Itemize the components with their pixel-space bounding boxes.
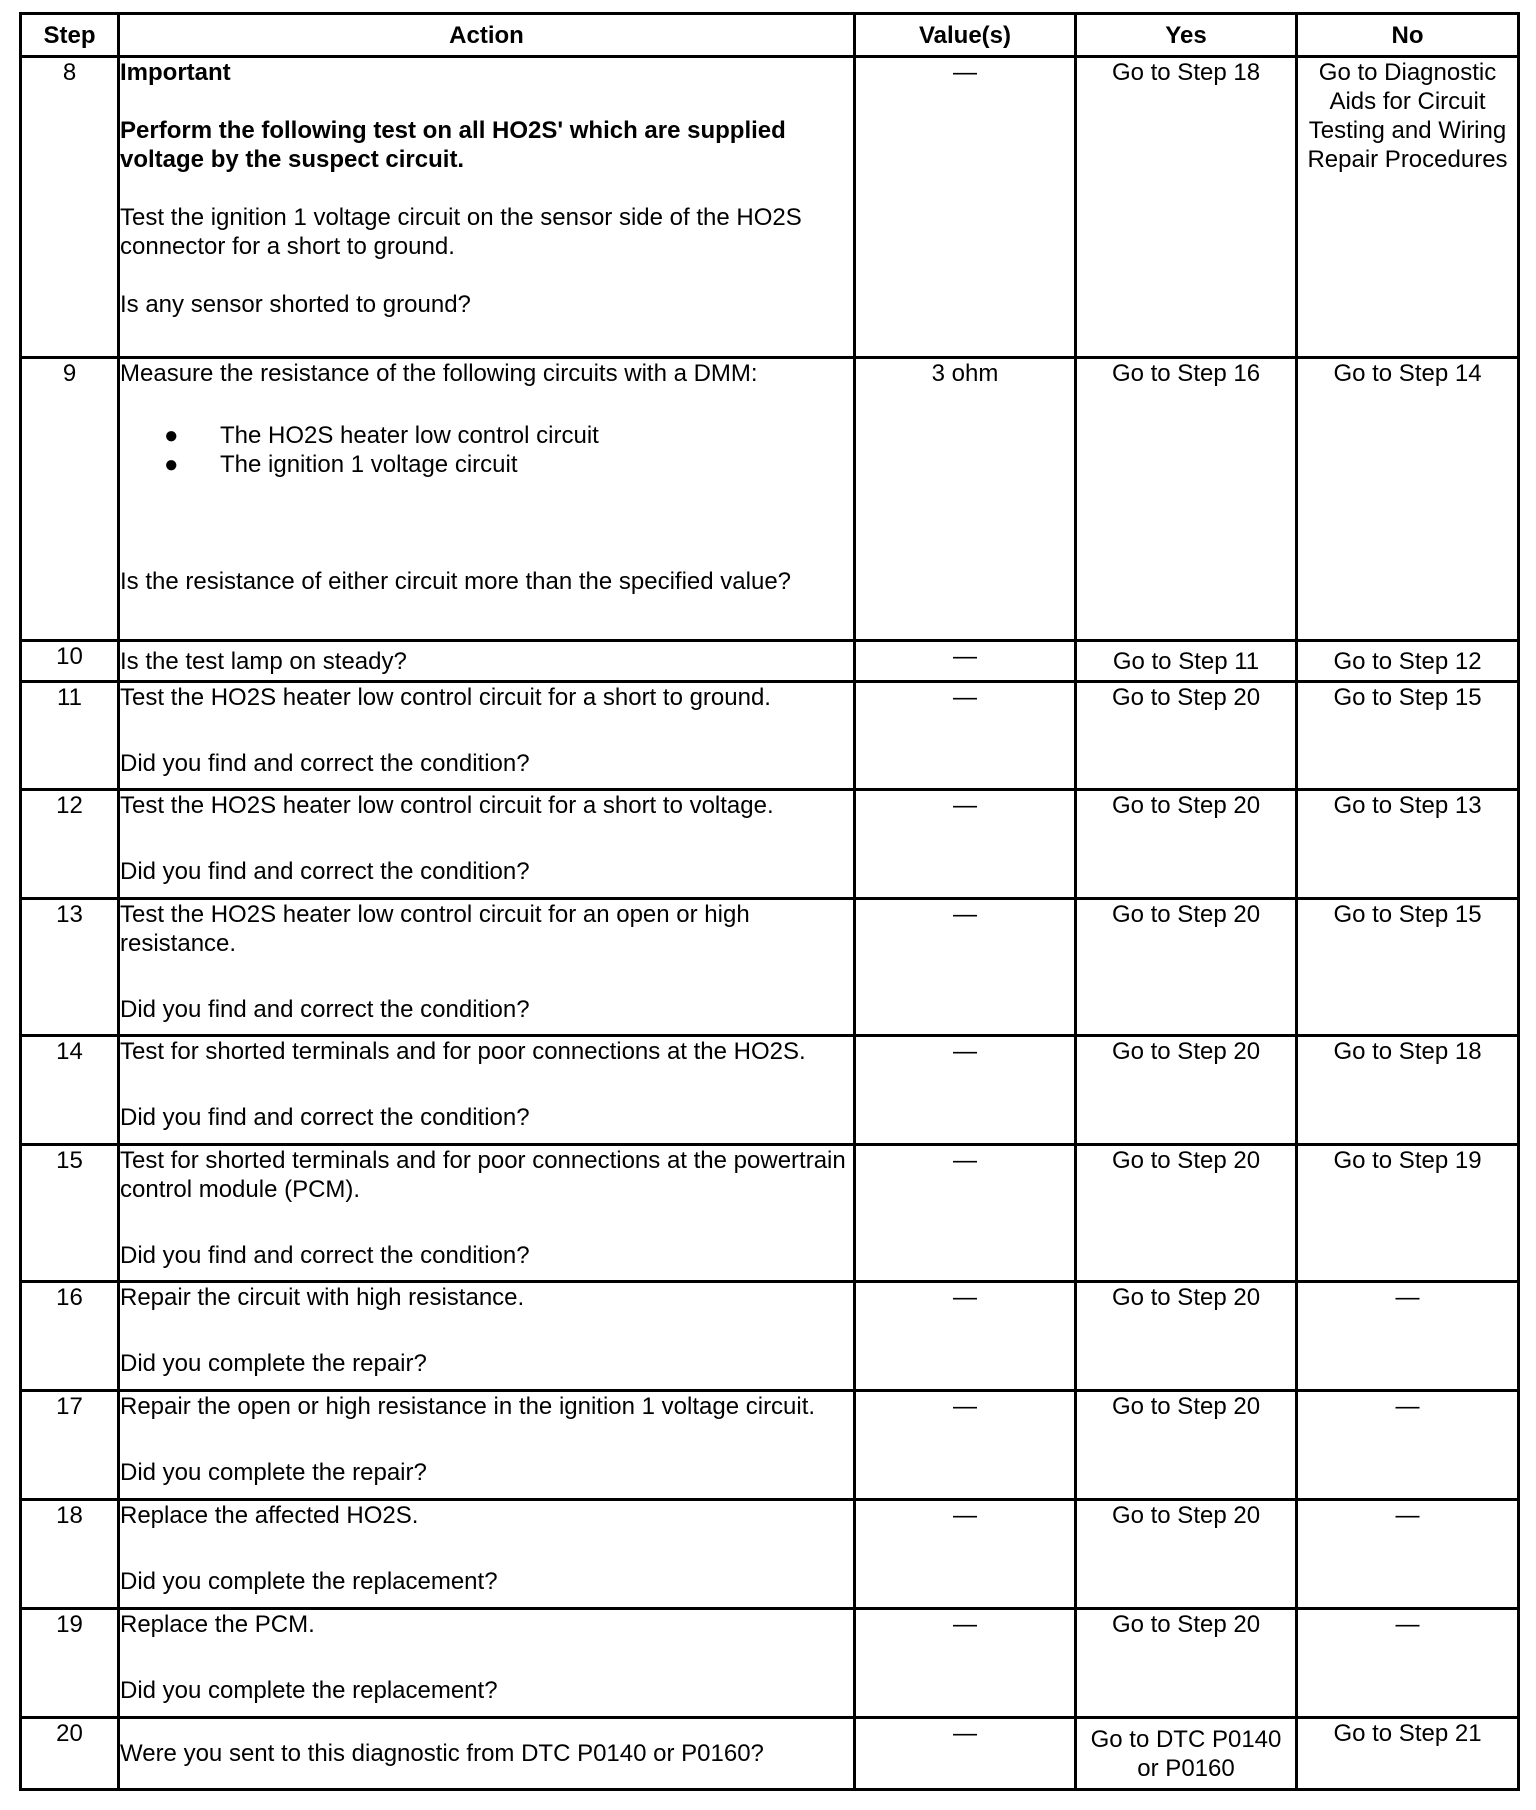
no-cell: — <box>1297 1500 1519 1609</box>
action-cell <box>119 682 855 790</box>
action-cell <box>119 57 855 358</box>
yes-cell: Go to Step 20 <box>1076 1500 1297 1609</box>
action-question: Did you complete the replacement? <box>120 1677 498 1704</box>
value-cell: — <box>855 1500 1076 1609</box>
action-question: Did you find and correct the condition? <box>120 1104 530 1131</box>
table-row <box>21 1145 1519 1282</box>
yes-cell: Go to Step 11 <box>1076 641 1297 682</box>
table-row <box>21 1391 1519 1500</box>
action-text: Repair the circuit with high resistance. <box>120 1284 525 1311</box>
diagnostic-table <box>19 12 1520 1791</box>
action-question: Did you find and correct the condition? <box>120 858 530 885</box>
header-row <box>21 14 1519 57</box>
header-step: Step <box>21 14 119 57</box>
value-cell: — <box>855 1145 1076 1282</box>
table-row <box>21 358 1519 641</box>
value-cell: — <box>855 790 1076 899</box>
no-cell: Go to Step 19 <box>1297 1145 1519 1282</box>
table-row <box>21 682 1519 790</box>
step-number: 10 <box>21 641 119 682</box>
yes-cell: Go to Step 20 <box>1076 1391 1297 1500</box>
action-text: Measure the resistance of the following circuits with a DMM: <box>120 360 758 387</box>
yes-cell: Go to Step 20 <box>1076 790 1297 899</box>
step-number: 19 <box>21 1609 119 1718</box>
header-action: Action <box>119 14 855 57</box>
action-question: Did you complete the repair? <box>120 1350 427 1377</box>
table-row <box>21 1500 1519 1609</box>
action-cell <box>119 1718 855 1790</box>
action-cell <box>119 790 855 899</box>
value-cell: — <box>855 1718 1076 1790</box>
action-question: Did you complete the replacement? <box>120 1568 498 1595</box>
list-item: ● The ignition 1 voltage circuit <box>164 451 518 478</box>
bullet-icon: ● <box>164 451 179 478</box>
yes-cell: Go to Step 20 <box>1076 1282 1297 1391</box>
list-item: ● The HO2S heater low control circuit <box>164 422 599 449</box>
action-cell <box>119 1500 855 1609</box>
important-note: Perform the following test on all HO2S' which are supplied voltage by the suspect circuit. <box>120 117 786 173</box>
yes-cell: Go to Step 18 <box>1076 57 1297 358</box>
action-question: Did you find and correct the condition? <box>120 750 530 777</box>
table-row <box>21 1609 1519 1718</box>
no-cell: — <box>1297 1391 1519 1500</box>
value-cell: — <box>855 1036 1076 1145</box>
table-row <box>21 1282 1519 1391</box>
action-cell <box>119 358 855 641</box>
action-text: Test for shorted terminals and for poor connections at the HO2S. <box>120 1038 806 1065</box>
yes-cell: Go to Step 20 <box>1076 1145 1297 1282</box>
yes-cell: Go to Step 20 <box>1076 1036 1297 1145</box>
table-row <box>21 641 1519 682</box>
header-values: Value(s) <box>855 14 1076 57</box>
important-label: Important <box>120 59 231 86</box>
table-row <box>21 1718 1519 1790</box>
no-cell: Go to Step 14 <box>1297 358 1519 641</box>
step-number: 16 <box>21 1282 119 1391</box>
step-number: 14 <box>21 1036 119 1145</box>
step-number: 13 <box>21 899 119 1036</box>
step-number: 11 <box>21 682 119 790</box>
step-number: 12 <box>21 790 119 899</box>
yes-cell: Go to Step 16 <box>1076 358 1297 641</box>
step-number: 9 <box>21 358 119 641</box>
no-cell: — <box>1297 1282 1519 1391</box>
step-number: 8 <box>21 57 119 358</box>
action-text: Test the HO2S heater low control circuit for an open or high resistance. <box>120 901 750 957</box>
value-cell: — <box>855 1609 1076 1718</box>
action-text: Test the HO2S heater low control circuit for a short to ground. <box>120 684 771 711</box>
no-cell: Go to Step 15 <box>1297 899 1519 1036</box>
yes-cell: Go to Step 20 <box>1076 899 1297 1036</box>
action-cell <box>119 1609 855 1718</box>
bullet-icon: ● <box>164 422 179 449</box>
action-cell <box>119 1282 855 1391</box>
no-cell: Go to Step 21 <box>1297 1718 1519 1790</box>
action-cell <box>119 1145 855 1282</box>
action-text: Test the HO2S heater low control circuit for a short to voltage. <box>120 792 774 819</box>
action-text: Test for shorted terminals and for poor connections at the powertrain control module (PCM). <box>120 1147 846 1203</box>
table-row <box>21 899 1519 1036</box>
value-cell: — <box>855 682 1076 790</box>
header-yes: Yes <box>1076 14 1297 57</box>
yes-cell: Go to DTC P0140 or P0160 <box>1076 1718 1297 1790</box>
no-cell: Go to Step 13 <box>1297 790 1519 899</box>
table-row <box>21 1036 1519 1145</box>
step-number: 15 <box>21 1145 119 1282</box>
action-cell <box>119 1036 855 1145</box>
no-cell: Go to Step 12 <box>1297 641 1519 682</box>
value-cell: — <box>855 1391 1076 1500</box>
action-text: Repair the open or high resistance in the ignition 1 voltage circuit. <box>120 1393 816 1420</box>
value-cell: — <box>855 899 1076 1036</box>
no-cell: — <box>1297 1609 1519 1718</box>
action-text: Is the test lamp on steady? <box>120 647 407 675</box>
action-question: Did you complete the repair? <box>120 1459 427 1486</box>
no-cell: Go to Step 18 <box>1297 1036 1519 1145</box>
header-no: No <box>1297 14 1519 57</box>
action-cell <box>119 641 855 682</box>
yes-cell: Go to Step 20 <box>1076 1609 1297 1718</box>
step-number: 20 <box>21 1718 119 1790</box>
value-cell: — <box>855 57 1076 358</box>
action-question: Is any sensor shorted to ground? <box>120 291 471 318</box>
action-question: Is the resistance of either circuit more than the specified value? <box>120 568 792 595</box>
step-number: 17 <box>21 1391 119 1500</box>
table-row <box>21 790 1519 899</box>
action-cell <box>119 1391 855 1500</box>
action-text: Replace the affected HO2S. <box>120 1502 419 1529</box>
action-text: Were you sent to this diagnostic from DTC P0140 or P0160? <box>120 1740 764 1767</box>
value-cell: — <box>855 641 1076 682</box>
no-cell: Go to Diagnostic Aids for Circuit Testing and Wiring Repair Procedures <box>1297 57 1519 358</box>
step-number: 18 <box>21 1500 119 1609</box>
no-cell: Go to Step 15 <box>1297 682 1519 790</box>
action-question: Did you find and correct the condition? <box>120 1242 530 1269</box>
action-cell <box>119 899 855 1036</box>
yes-cell: Go to Step 20 <box>1076 682 1297 790</box>
value-cell: 3 ohm <box>855 358 1076 641</box>
action-text: Test the ignition 1 voltage circuit on the sensor side of the HO2S connector for a short to ground. <box>120 204 802 260</box>
value-cell: — <box>855 1282 1076 1391</box>
action-text: Replace the PCM. <box>120 1611 315 1638</box>
action-question: Did you find and correct the condition? <box>120 996 530 1023</box>
bullet-list <box>120 421 853 479</box>
table-row <box>21 57 1519 358</box>
